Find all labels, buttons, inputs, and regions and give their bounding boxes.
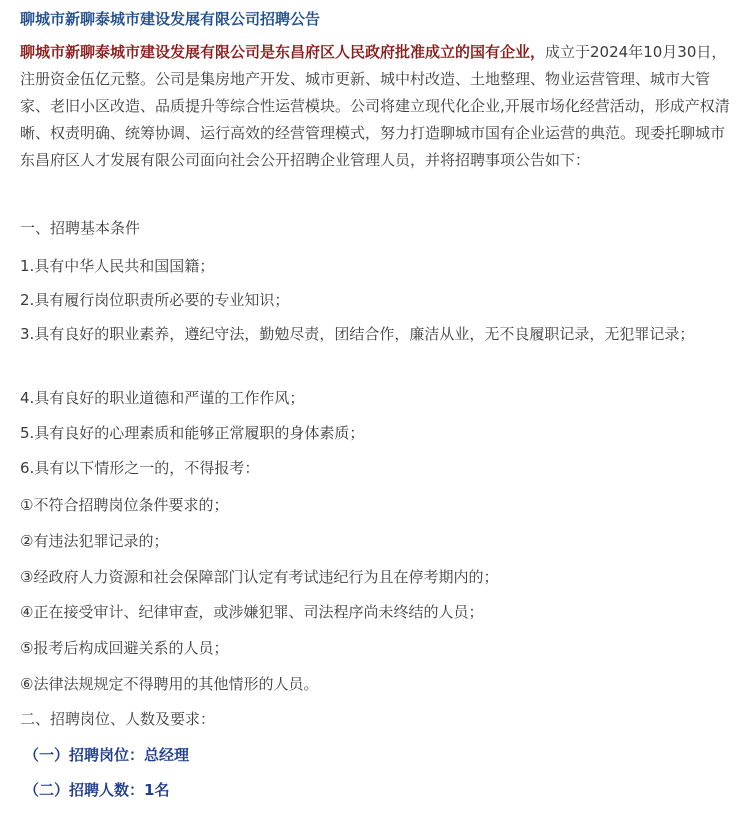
exclusion-item-3: ③经政府人力资源和社会保障部门认定有考试违纪行为且在停考期内的； bbox=[20, 568, 499, 586]
exclusion-item-6: ⑥法律法规规定不得聘用的其他情形的人员。 bbox=[20, 675, 319, 693]
exclusion-item-1: ①不符合招聘岗位条件要求的； bbox=[20, 496, 229, 514]
condition-item-6: 6.具有以下情形之一的，不得报考： bbox=[20, 459, 260, 477]
intro-body: 成立于2024年10月30日，注册资金伍亿元整。公司是集房地产开发、城市更新、城中村改造、土地整理、物业运营管理、城市大管家、老旧小区改造、品质提升等综合性运营模块。公司将建立现代化企业,开展市场化经营活动，形成产权清晰、权责明确、统筹协调、运行高效的经营管理模式，努力打造聊城市国有企业运营的典范。现委托聊城市东昌府区人才发展有限公司面向社会公开招聘企业管理人员，并将招聘事项公告如下： bbox=[20, 43, 730, 169]
condition-item-5: 5.具有良好的心理素质和能够正常履职的身体素质； bbox=[20, 424, 365, 442]
condition-item-1: 1.具有中华人民共和国国籍； bbox=[20, 257, 215, 275]
section1-heading: 一、招聘基本条件 bbox=[20, 219, 141, 237]
exclusion-item-2: ②有违法犯罪记录的； bbox=[20, 532, 169, 550]
section2-heading: 二、招聘岗位、人数及要求： bbox=[20, 710, 216, 728]
position-title: （一）招聘岗位：总经理 bbox=[24, 746, 190, 764]
exclusion-item-5: ⑤报考后构成回避关系的人员； bbox=[20, 639, 229, 657]
condition-item-3: 3.具有良好的职业素养，遵纪守法，勤勉尽责，团结合作，廉洁从业，无不良履职记录，无犯罪记录； bbox=[20, 325, 695, 343]
exclusion-item-4: ④正在接受审计、纪律审查，或涉嫌犯罪、司法程序尚未终结的人员； bbox=[20, 603, 484, 621]
condition-item-4: 4.具有良好的职业道德和严谨的工作作风； bbox=[20, 389, 305, 407]
condition-item-2: 2.具有履行岗位职责所必要的专业知识； bbox=[20, 291, 290, 309]
announcement-title: 聊城市新聊泰城市建设发展有限公司招聘公告 bbox=[20, 10, 321, 28]
position-count: （二）招聘人数：1名 bbox=[24, 781, 170, 799]
intro-paragraph bbox=[20, 39, 732, 174]
intro-emphasis: 聊城市新聊泰城市建设发展有限公司是东昌府区人民政府批准成立的国有企业， bbox=[20, 43, 546, 61]
